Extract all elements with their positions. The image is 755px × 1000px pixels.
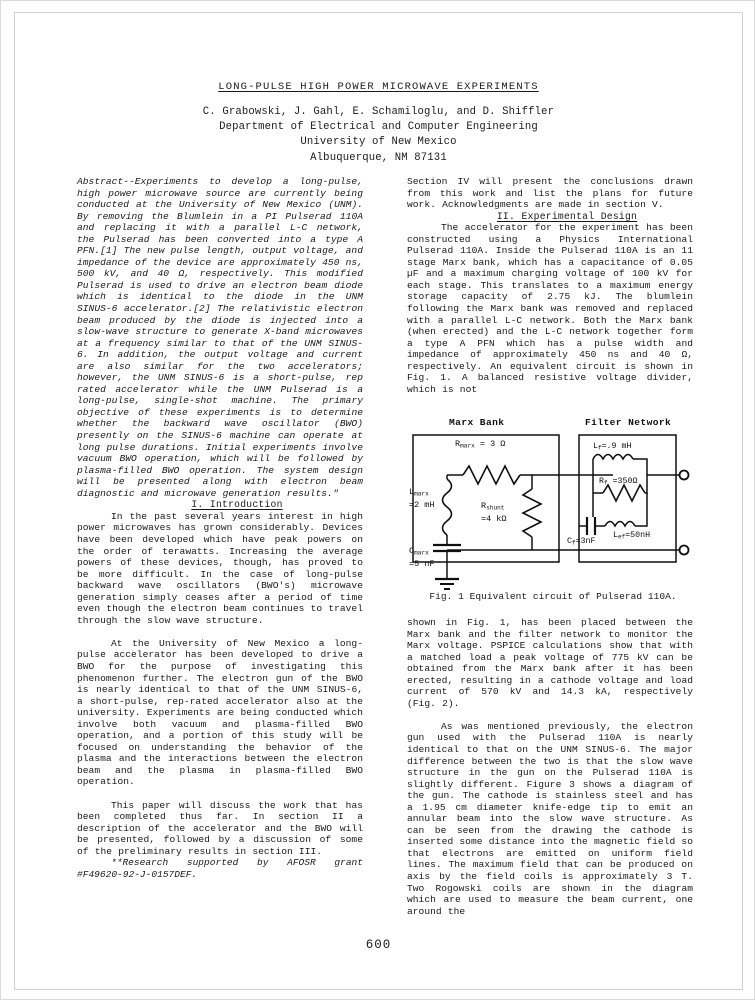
figure-1-caption: Fig. 1 Equivalent circuit of Pulserad 110A. <box>429 591 677 602</box>
page-title: LONG-PULSE HIGH POWER MICROWAVE EXPERIMENTS <box>218 81 539 93</box>
author-block <box>15 105 742 166</box>
circuit-schematic <box>407 417 699 595</box>
wire <box>645 475 647 493</box>
funding-footnote: **Research supported by AFOSR grant #F49620-92-J-0157DEF. <box>77 857 363 880</box>
marx-bank-label: Marx Bank <box>449 417 505 428</box>
department: Department of Electrical and Computer Engineering <box>219 121 538 134</box>
university: University of New Mexico <box>300 136 457 149</box>
label-r-marx: $R_{marx} = 3$ Ω <box>455 439 506 450</box>
paragraph-gap <box>77 626 363 638</box>
wire <box>633 459 647 475</box>
filter-network-label: Filter Network <box>585 417 672 428</box>
intro-paragraph-2: At the University of New Mexico a long-pulse accelerator has been developed to drive a BWO for the purpose of investigating this phenomenon further. The electron gun of the BWO is nearly identical to that of the UNM SINUS-6, a short-pulse, rep-rated accelerator also at the university. Experiments are being conducted which involve both vacuum and plasma-filled BWO operation, and a portion of this study will be focused on understanding the behavior of the plasma and the interactions between the electron beam and the plasma in plasma-filled BWO operation. <box>77 637 363 788</box>
section-heading-experimental-design: II. Experimental Design <box>496 210 638 222</box>
resistor-r-f <box>603 485 645 501</box>
left-column <box>77 176 363 880</box>
design-paragraph-1: The accelerator for the experiment has been constructed using a Physics International Pulserad 110A. Inside the Pulserad 110A is an 11 stage Marx bank, which has a capacitance of 0.05 µF and a maximum charging voltage of 100 kV for each stage. This translates to a maximum energy storage capacity of 2.75 kJ. The blumlein following the Marx bank was removed and replaced with a parallel L-C network. Both the Marx bank (when erected) and the L-C network together form a type A PFN which has a pulse width and impedance of approximately 450 ns and 40 Ω, respectively. An equivalent circuit is shown in Fig. 1. A balanced resistive voltage divider, which is not <box>407 222 693 395</box>
design-paragraph-3: As was mentioned previously, the electron gun used with the Pulserad 110A is nearly identical to that on the UNM SINUS-6. The major difference between the two is that the slow wave structure in the gun on the Pulserad 110A is slightly different. Figure 3 shows a diagram of the gun. The cathode is stainless steel and has a 1.95 cm diameter knife-edge tip to emit an annular beam into the slow wave structure. As can be seen from the drawing the cathode is inserted some distance into the magnetic field so that electrons are emitted on uniform field lines. The maximum field that can be produced on axis by the field coils is approximately 3 T. Two Rogowski coils are shown in the diagram which are used to measure the beam current, one around the <box>407 720 693 917</box>
label-r-f: $R_f =350\Omega$ <box>599 477 638 487</box>
intro-paragraph-1: In the past several years interest in high power microwaves has grown considerably. Devices have been developed which have peak powers on the order of terawatts. Increasing the average powers of these devices, though, has proved to be more difficult. In the case of long-pulse backward wave oscillators (BWO's) microwave generation simply ceases after a period of time even though the electron beam continues to travel through the slow wave structure. <box>77 510 363 626</box>
page-number: 600 <box>365 938 392 952</box>
section-heading-introduction: I. Introduction <box>191 499 283 511</box>
label-l-f: $L_f=.9$ mH <box>593 442 632 452</box>
resistor-r-shunt <box>523 489 541 537</box>
paragraph-gap <box>407 709 693 721</box>
inductor-l-f <box>593 455 633 460</box>
paper-sheet <box>14 12 743 990</box>
output-terminal-bottom <box>680 546 689 555</box>
intro-paragraph-3: This paper will discuss the work that has been completed thus far. In section II a description of the accelerator and the BWO will be presented, followed by a discussion of some of the preliminary results in section III. <box>77 799 363 857</box>
continued-paragraph: Section IV will present the conclusions drawn from this work and list the plans for future work. Acknowledgments are made in section V. <box>407 176 693 211</box>
figure-1-equivalent-circuit <box>407 417 699 613</box>
marx-bank-box <box>413 435 559 562</box>
label-r-shunt: $R_{shunt}$ =4 kΩ <box>481 501 507 524</box>
inductor-l-marx <box>443 479 452 535</box>
author-names: C. Grabowski, J. Gahl, E. Schamiloglu, and D. Shiffler <box>202 106 555 118</box>
design-paragraph-2: shown in Fig. 1, has been placed between the Marx bank and the filter network to monitor the Marx voltage. PSPICE calculations show that with a matched load a peak voltage of 775 kV can be obtained from the Marx bank after it has been erected, resulting in a cathode voltage and load current of 570 kV and 14.3 kA, respectively (Fig. 2). <box>407 617 693 709</box>
abstract-paragraph: Abstract--Experiments to develop a long-pulse, high power microwave source are currently being conducted at the University of New Mexico (UNM). By removing the Blumlein in a PI Pulserad 110A and replacing it with a parallel L-C network, the Pulserad has been converted into a type A PFN.[1] The new pulse length, output voltage, and impedance of the device are approximately 450 ns, 500 kV, and 40 Ω, respectively. This modified Pulserad is used to drive an electron beam diode which is identical to the diode in the UNM SINUS-6 accelerator.[2] The relativistic electron beam produced by the diode is injected into a slow-wave structure to generate X-band microwaves at a frequency similar to that of the UNM SINUS-6. In addition, the output voltage and current are also similar for the two accelerators; however, the UNM SINUS-6 is a short-pulse, rep rated accelerator while the UNM Pulserad is a long-pulse, single-shot machine. The primary objective of these experiments is to determine whether the backward wave oscillator (BWO) presently on the SINUS-6 machine can operate at long pulse durations. Initial experiments involve vacuum BWO operation, which will be followed by plasma-filled BWO operation. The system design will be presented along with electron beam diagnostic and microwave generation results." <box>77 176 363 499</box>
label-l-ef: $L_{ef}=50nH$ <box>613 531 651 541</box>
output-terminal-top <box>680 471 689 480</box>
label-c-marx: $C_{marx}$ =5 nF <box>409 546 435 569</box>
city-zip: Albuquerque, NM 87131 <box>310 151 447 164</box>
right-column-bottom <box>407 617 693 917</box>
wire <box>635 493 647 526</box>
label-c-f: $C_f=3nF$ <box>567 537 596 547</box>
label-l-marx: $L_{marx}$ =2 mH <box>409 487 435 510</box>
paragraph-gap <box>77 788 363 800</box>
right-column-top <box>407 176 693 395</box>
inductor-l-ef <box>605 522 635 527</box>
resistor-r-marx <box>463 466 520 484</box>
